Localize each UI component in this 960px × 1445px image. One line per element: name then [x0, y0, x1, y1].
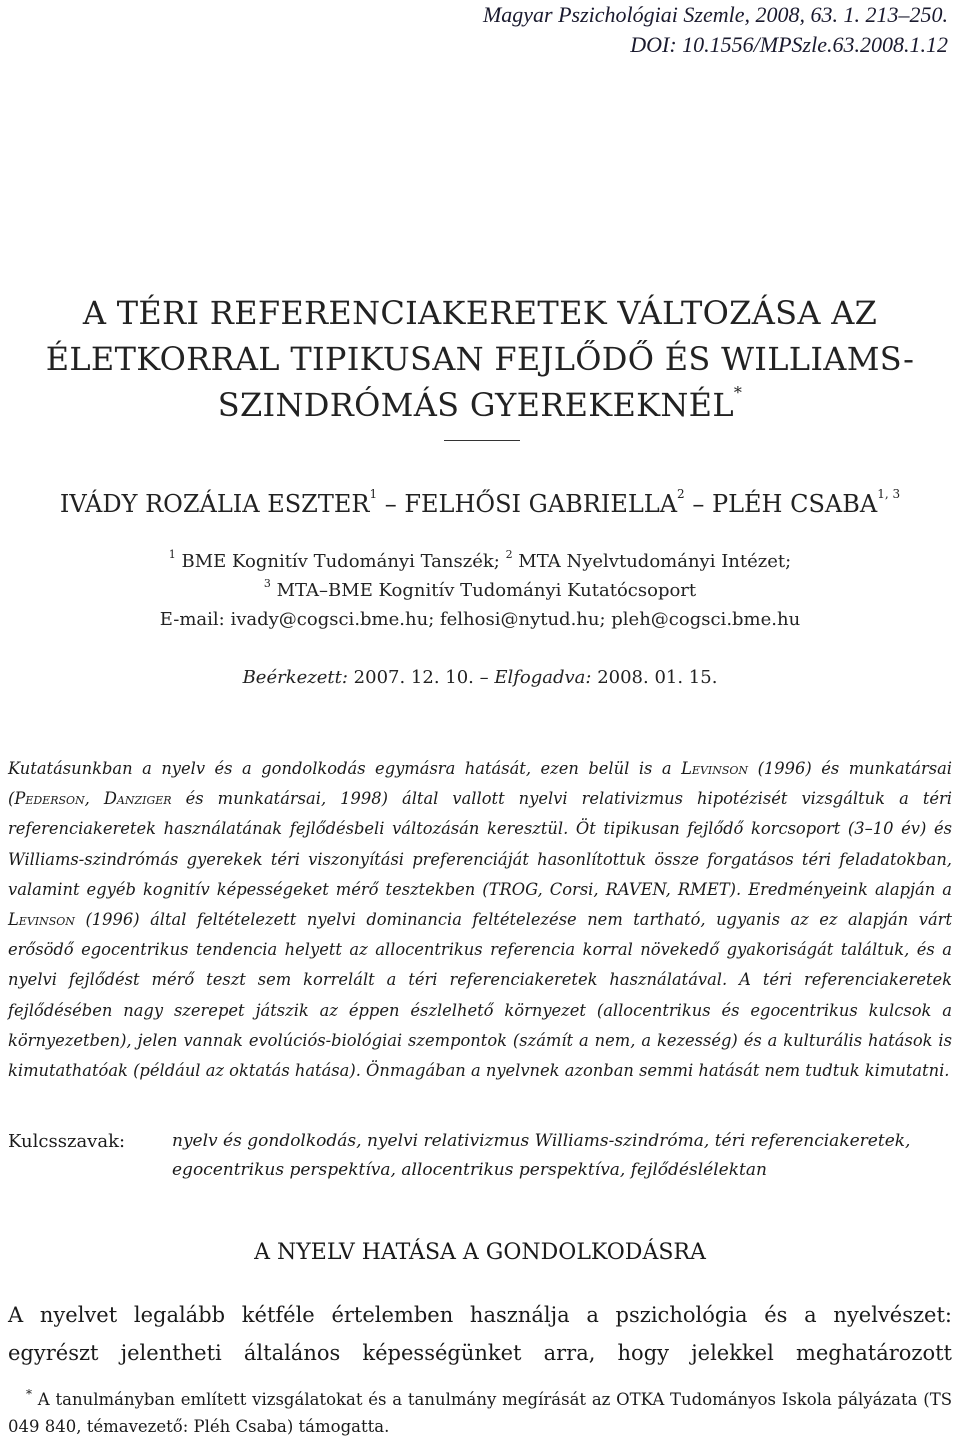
affil-text-3: MTA–BME Kognitív Tudományi Kutatócsoport: [270, 580, 697, 601]
affiliations: [0, 547, 960, 634]
author-name-smallcaps: Levinson: [8, 910, 75, 930]
body-line-2: egyrészt jelentheti általános képességünket arra, hogy jelekkel meghatározott: [8, 1341, 952, 1365]
abstract-text: és munkatársai, 1998) által vallott nyelvi relativizmus hipotézisét vizsgáltuk a téri referenciakeretek használatának fejlődésbeli változásán keresztül. Öt tipikusan fejlődő korcsoport (3–10 év) és Williams-szindrómás gyerekek téri viszonyítási preferenciáját hasonlítottuk össze forgatásos téri feladatokban, valamint egyéb kognitív képességeket mérő tesztekben (TROG, Corsi, RAVEN, RMET). Eredményeink alapján a: [8, 789, 952, 899]
received-date: 2007. 12. 10.: [347, 667, 480, 688]
affil-text-1: BME Kognitív Tudományi Tanszék;: [175, 551, 506, 572]
accepted-date: 2008. 01. 15.: [591, 667, 718, 688]
affiliation-line-1: [0, 547, 960, 576]
author-separator: –: [377, 490, 405, 518]
author-1: IVÁDY ROZÁLIA ESZTER: [59, 490, 370, 518]
title-line-2: ÉLETKORRAL TIPIKUSAN FEJLŐDŐ ÉS WILLIAMS-: [45, 340, 915, 378]
author-1-affil: 1: [369, 487, 378, 501]
affil-text-2: MTA Nyelvtudományi Intézet;: [512, 551, 792, 572]
title-footnote-mark: *: [733, 383, 743, 402]
footnote-text: A tanulmányban említett vizsgálatokat és a tanulmány megírását az OTKA Tudományos Iskola pályázata (TS 049 840, témavezető: Pléh Csaba) támogatta.: [8, 1390, 952, 1436]
keywords-text: nyelv és gondolkodás, nyelvi relativizmus Williams-szindróma, téri referenciakeretek, egocentrikus perspektíva, allocentrikus perspektíva, fejlődéslélektan: [172, 1131, 911, 1180]
title-divider: [444, 440, 520, 441]
journal-citation: Magyar Pszichológiai Szemle, 2008, 63. 1. 213–250.: [482, 2, 948, 27]
author-name-smallcaps: Pederson: [14, 789, 85, 809]
email-line: E-mail: ivady@cogsci.bme.hu; felhosi@nytud.hu; pleh@cogsci.bme.hu: [159, 609, 801, 630]
title-line-3: [0, 382, 960, 428]
abstract: [8, 754, 952, 1086]
received-label: Beérkezett:: [242, 667, 348, 688]
accepted-label: – Elfogadva:: [479, 667, 592, 688]
body-line-1: A nyelvet legalább kétféle értelemben használja a pszichológia és a nyelvészet:: [8, 1303, 952, 1327]
article-title: [0, 290, 960, 428]
author-name-smallcaps: Levinson: [681, 759, 749, 778]
abstract-text: ,: [84, 789, 104, 809]
keywords-label: Kulcsszavak:: [8, 1131, 126, 1152]
section-heading: A NYELV HATÁSA A GONDOLKODÁSRA: [254, 1240, 706, 1265]
footnote-mark: *: [26, 1387, 32, 1401]
submission-dates: [0, 664, 960, 692]
author-3-affil: 1, 3: [877, 487, 901, 501]
author-3: PLÉH CSABA: [711, 490, 878, 518]
title-line-3-text: SZINDRÓMÁS GYEREKEKNÉL: [217, 386, 734, 424]
footnote: [8, 1386, 952, 1440]
body-paragraph: [8, 1296, 952, 1372]
author-separator: –: [684, 490, 712, 518]
author-2: FELHŐSI GABRIELLA: [404, 490, 678, 518]
abstract-text: Kutatásunkban a nyelv és a gondolkodás egymásra hatását, ezen belül is a: [8, 759, 682, 778]
author-2-affil: 2: [677, 487, 685, 501]
affil-num-1: 1: [168, 548, 176, 561]
abstract-text: (1996) és munkatársai (: [8, 759, 952, 809]
abstract-text: (1996) által feltételezett nyelvi dominancia feltételezése nem tartható, ugyanis az ez alapján várt erősödő egocentrikus tendencia helyett az allocentrikus referencia korral növekedő gyakoriságát találtuk, és a nyelvi fejlődést mérő teszt sem korrelált a téri referenciakeretek használatával. A téri referenciakeretek fejlődésében nagy szerepet játszik az éppen észlelhető környezet (allocentrikus és egocentrikus kulcsok a környezetben), jelen vannak evolúciós-biológiai szempontok (számít a nem, a kezesség) és a kulturális hatások is kimutathatóak (például az oktatás hatása). Önmagában a nyelvnek azonban semmi hatását nem tudtuk kimutatni.: [8, 910, 952, 1081]
affil-num-3: 3: [263, 577, 271, 590]
affiliation-line-2: [0, 576, 960, 605]
journal-header: [483, 0, 948, 60]
author-list: [0, 487, 960, 521]
affil-num-2: 2: [505, 548, 513, 561]
author-name-smallcaps: Danziger: [103, 789, 172, 809]
title-line-1: A TÉRI REFERENCIAKERETEK VÁLTOZÁSA AZ: [82, 294, 878, 332]
doi-line: DOI: 10.1556/MPSzle.63.2008.1.12: [630, 32, 948, 57]
